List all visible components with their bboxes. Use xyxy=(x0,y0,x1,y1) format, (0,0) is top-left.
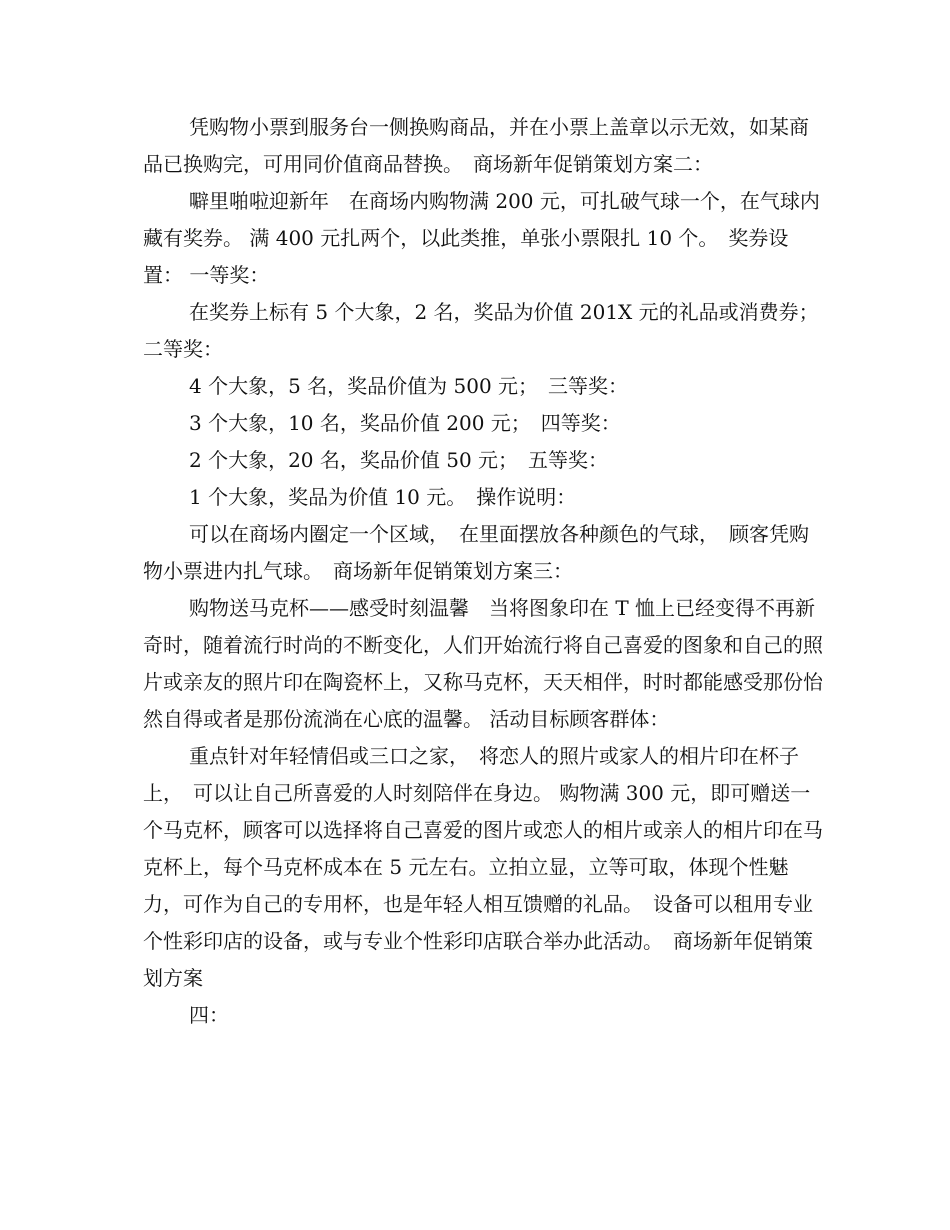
paragraph-balloon-event: 噼里啪啦迎新年 在商场内购物满 200 元，可扎破气球一个，在气球内藏有奖券。 满 400 元扎两个，以此类推，单张小票限扎 10 个。 奖券设置： 一等奖： xyxy=(143,189,820,287)
paragraph-mall-redemption: 凭购物小票到服务台一侧换购商品，并在小票上盖章以示无效，如某商品已换购完，可用同价值商品替换。 商场新年促销策划方案二： xyxy=(143,115,809,176)
paragraph-target-customers: 重点针对年轻情侣或三口之家， 将恋人的照片或家人的相片印在杯子上， 可以让自己所喜爱的人时刻陪伴在身边。 购物满 300 元，即可赠送一个马克杯，顾客可以选择将自己喜爱的图片或恋人的相片或亲人的相片印在马克杯上，每个马克杯成本在 5 元左右。立拍立显，立等可取，体现个性魅力，可作为自己的专用杯，也是年轻人相互馈赠的礼品。 设备可以租用专业个性彩印店的设备，或与专业个性彩印店联合举办此活动。 商场新年促销策划方案 xyxy=(143,744,823,990)
paragraph-third-prize: 3 个大象，10 名，奖品价值 200 元； 四等奖： xyxy=(189,411,621,435)
paragraph-fourth-prize: 2 个大象，20 名，奖品价值 50 元； 五等奖： xyxy=(189,448,609,472)
document-body xyxy=(143,109,823,1034)
paragraph-plan-four-heading: 四： xyxy=(189,1003,229,1027)
paragraph-first-prize: 在奖券上标有 5 个大象，2 名，奖品为价值 201X 元的礼品或消费券；二等奖： xyxy=(143,300,819,361)
paragraph-fifth-prize: 1 个大象，奖品为价值 10 元。 操作说明： xyxy=(189,485,577,509)
paragraph-mug-promotion: 购物送马克杯——感受时刻温馨 当将图象印在 T 恤上已经变得不再新奇时，随着流行时尚的不断变化，人们开始流行将自己喜爱的图象和自己的照片或亲友的照片印在陶瓷杯上，又称马克杯，天天相伴，时时都能感受那份怡然自得或者是那份流淌在心底的温馨。 活动目标顾客群体： xyxy=(143,596,823,731)
paragraph-operation-notes: 可以在商场内圈定一个区域， 在里面摆放各种颜色的气球， 顾客凭购物小票进内扎气球。 商场新年促销策划方案三： xyxy=(143,522,809,583)
paragraph-second-prize: 4 个大象，5 名，奖品价值为 500 元； 三等奖： xyxy=(189,374,629,398)
